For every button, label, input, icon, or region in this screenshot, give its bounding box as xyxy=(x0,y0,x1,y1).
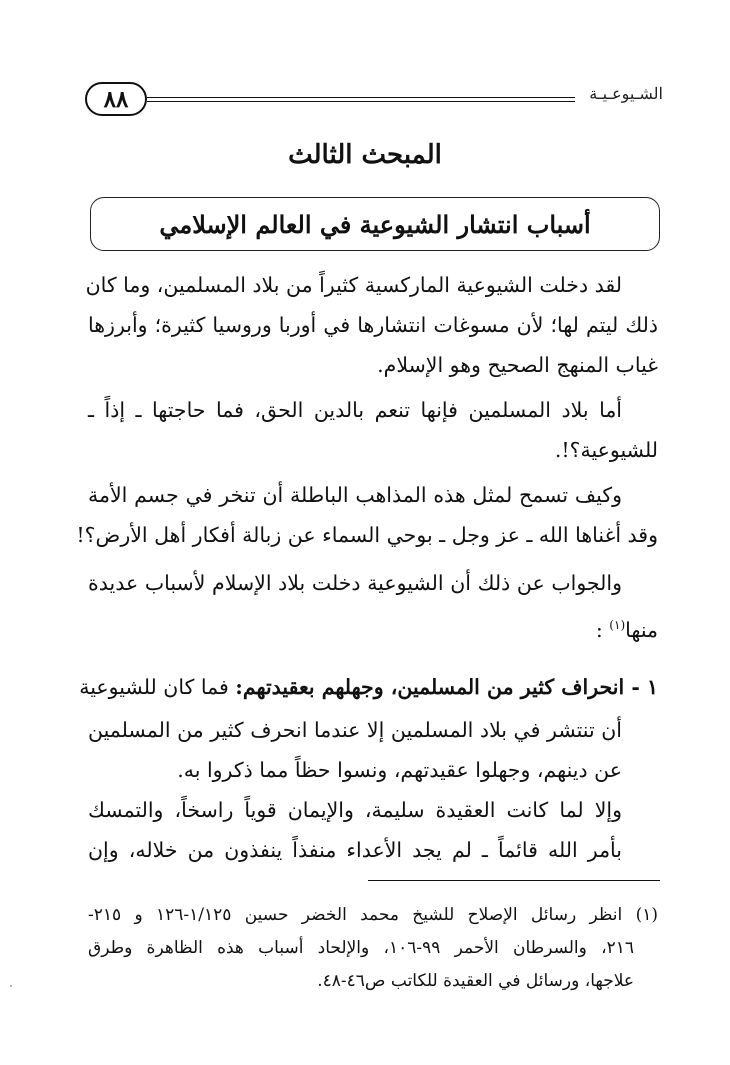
paragraph-line: عن دينهم، وجهلوا عقيدتهم، ونسوا حظاً مما ذكروا به. xyxy=(177,758,622,782)
footnote-line: ٢١٦، والسرطان الأحمر ٩٩-١٠٦، والإلحاد أسباب هذه الظاهرة وطرق xyxy=(88,938,635,958)
paragraph-text: فما كان للشيوعية xyxy=(79,675,229,699)
footnote-line: (١) انظر رسائل الإصلاح للشيخ محمد الخضر حسين ١/١٢٥-١٢٦ و ٢١٥- xyxy=(88,905,658,925)
list-item-heading-line xyxy=(79,672,658,702)
paragraph-line: والجواب عن ذلك أن الشيوعية دخلت بلاد الإسلام لأسباب عديدة xyxy=(88,571,622,595)
paragraph-line: وكيف تسمح لمثل هذه المذاهب الباطلة أن تنخر في جسم الأمة xyxy=(88,483,622,507)
paragraph-line: أما بلاد المسلمين فإنها تنعم بالدين الحق، فما حاجتها ـ إذاً ـ xyxy=(88,398,622,422)
running-head: الشـيوعـيـة xyxy=(589,84,663,103)
paragraph-line: وإلا لما كانت العقيدة سليمة، والإيمان قوياً راسخاً، والتمسك xyxy=(88,798,622,822)
footnote-divider xyxy=(368,880,660,881)
paragraph-text: منها xyxy=(625,617,658,642)
footnote-reference: (١) xyxy=(609,618,626,632)
paragraph-line: ذلك ليتم لها؛ لأن مسوغات انتشارها في أوربا وروسيا كثيرة؛ وأبرزها xyxy=(88,313,658,337)
page-header xyxy=(85,82,663,122)
paragraph-line: بأمر الله قائماً ـ لم يجد الأعداء منفذاً ينفذون من خلاله، وإن xyxy=(88,838,622,862)
boxed-heading: أسباب انتشار الشيوعية في العالم الإسلامي xyxy=(90,197,660,251)
header-rule xyxy=(147,101,575,102)
paragraph-line xyxy=(596,610,658,645)
footnote-line: علاجها، ورسائل في العقيدة للكاتب ص٤٦-٤٨. xyxy=(317,971,634,991)
paragraph-line: للشيوعية؟!. xyxy=(554,438,658,462)
paragraph-line: لقد دخلت الشيوعية الماركسية كثيراً من بلاد المسلمين، وما كان xyxy=(85,273,622,297)
paragraph-line: أن تنتشر في بلاد المسلمين إلا عندما انحرف كثير من المسلمين xyxy=(88,718,622,742)
paragraph-line: غياب المنهج الصحيح وهو الإسلام. xyxy=(377,353,658,377)
section-title: المبحث الثالث xyxy=(288,140,442,170)
header-rule xyxy=(147,97,575,98)
list-item-heading: ١ - انحراف كثير من المسلمين، وجهلهم بعقيدتهم: xyxy=(235,675,658,699)
colon: : xyxy=(595,617,603,642)
paragraph-line: وقد أغناها الله ـ عز وجل ـ بوحي السماء عن زبالة أفكار أهل الأرض؟! xyxy=(76,523,658,547)
page-number: ٨٨ xyxy=(85,82,147,116)
scan-speck xyxy=(10,985,12,987)
